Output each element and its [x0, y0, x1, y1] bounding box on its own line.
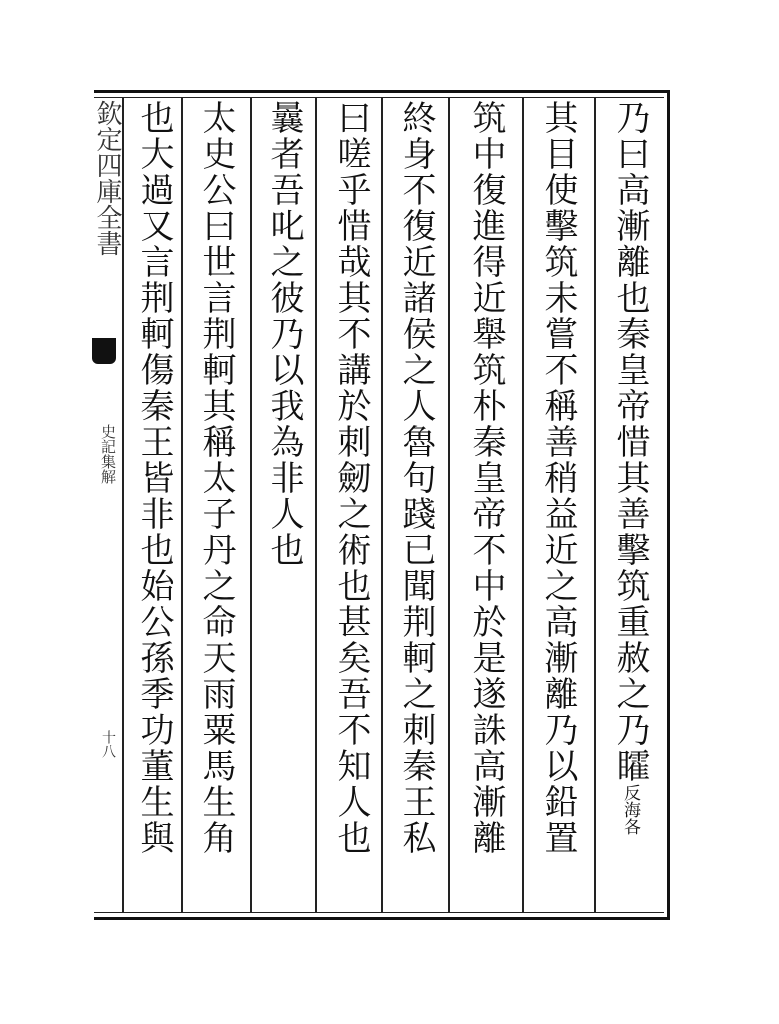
column-rule [448, 97, 450, 913]
column-text: 曩者吾叱之彼乃以我為非人也 [264, 100, 304, 568]
column-text: 其目使擊筑未嘗不稱善稍益近之高漸離乃以鉛置 [538, 100, 578, 856]
text-column-1 [604, 100, 656, 910]
note-right: 海各 [620, 801, 640, 835]
column-text: 筑中復進得近舉筑朴秦皇帝不中於是遂誅高漸離 [466, 100, 506, 856]
column-text: 曰嗟乎惜哉其不講於刺劒之術也甚矣吾不知人也 [331, 100, 371, 856]
text-column-2 [532, 100, 584, 910]
margin-page-number: 十八 [100, 730, 116, 758]
margin-chapter: 史記集解 [99, 424, 117, 484]
column-rule [315, 97, 317, 913]
text-column-6 [258, 100, 310, 910]
column-rule [522, 97, 524, 913]
text-column-8 [128, 100, 180, 910]
text-column-3 [460, 100, 512, 910]
annotation-note [620, 784, 640, 835]
margin-title: 欽定四庫全書 [92, 100, 122, 256]
note-left: 反 [620, 784, 640, 801]
column-text: 太史公曰世言荆軻其稱太子丹之命天雨粟馬生角 [196, 100, 236, 856]
column-rule [381, 97, 383, 913]
column-rule [122, 97, 124, 913]
column-rule [250, 97, 252, 913]
column-rule [594, 97, 596, 913]
fishtail-mark [92, 338, 116, 364]
column-text: 也大過又言荆軻傷秦王皆非也始公孫季功董生與 [134, 100, 174, 856]
text-column-4 [390, 100, 442, 910]
text-column-5 [325, 100, 377, 910]
text-column-7 [190, 100, 242, 910]
column-rule [181, 97, 183, 913]
column-text: 乃曰高漸離也秦皇帝惜其善擊筑重赦之乃矐 [610, 100, 650, 784]
column-text: 終身不復近諸侯之人魯句踐已聞荆軻之刺秦王私 [396, 100, 436, 856]
